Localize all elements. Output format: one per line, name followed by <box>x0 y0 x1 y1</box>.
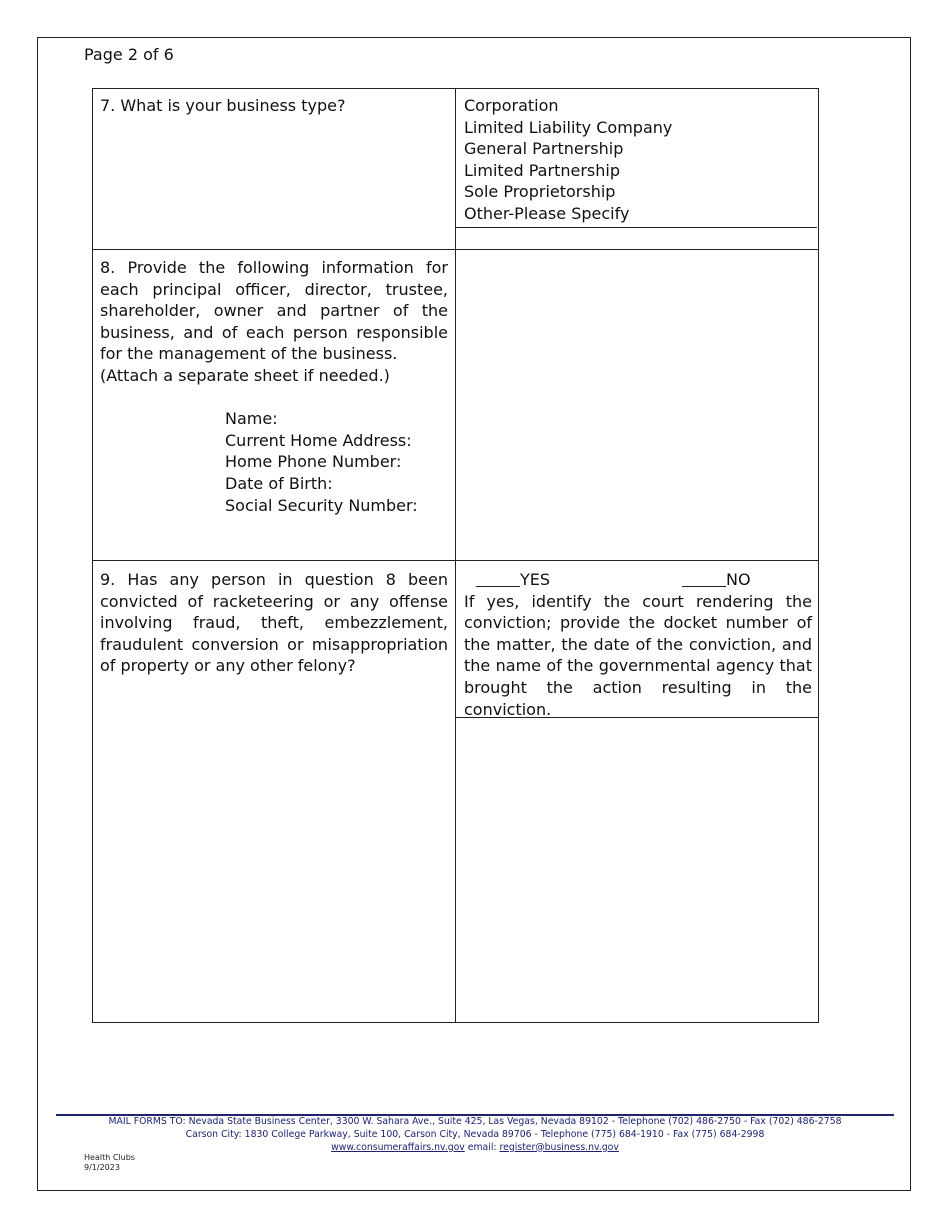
footer-mail-text: Nevada State Business Center, 3300 W. Sahara Ave., Suite 425, Las Vegas, Nevada 89102 - Telephone (702) 486-2750 - Fax (702) 486-2758 <box>188 1116 842 1127</box>
q7-options <box>464 95 814 225</box>
footer-carson-line <box>56 1129 894 1142</box>
footer-contact-line <box>56 1142 894 1155</box>
q8-question: 8. Provide the following information for each principal officer, director, trustee, shareholder, owner and partner of the business, and of each person responsible for the management of the business. <box>100 258 448 364</box>
footer-carson-label: Carson City: <box>185 1128 245 1140</box>
footer-mail-line <box>56 1116 894 1129</box>
row-divider-q7 <box>92 249 819 250</box>
footer-carson-text: 1830 College Parkway, Suite 100, Carson City, Nevada 89706 - Telephone (775) 684-1910 - Fax (775) 684-2998 <box>244 1128 765 1140</box>
form-date: 9/1/2023 <box>84 1163 120 1172</box>
q7-option-general-partnership[interactable]: General Partnership <box>464 139 624 159</box>
page-number: Page 2 of 6 <box>84 45 174 64</box>
form-name: Health Clubs <box>84 1153 135 1162</box>
q8-field-list <box>100 408 448 516</box>
q9-answer-area[interactable] <box>457 719 817 1021</box>
column-divider <box>455 88 456 1023</box>
q8-note: (Attach a separate sheet if needed.) <box>100 365 390 385</box>
website-link[interactable]: www.consumeraffairs.nv.gov <box>331 1141 465 1153</box>
q9-instructions: If yes, identify the court rendering the conviction; provide the docket number of the matter, the date of the conviction, and the name of the governmental agency that brought the action resulting in the conviction. <box>464 591 812 719</box>
q8-answer-area[interactable] <box>457 251 817 559</box>
q9-question: 9. Has any person in question 8 been convicted of racketeering or any offense involving fraud, theft, embezzlement, fraudulent conversion or misappropriation of property or any other felony? <box>100 570 448 676</box>
q8-field-phone: Home Phone Number: <box>225 452 402 472</box>
q9-no-blank[interactable] <box>682 570 726 587</box>
footer-mail-label: MAIL FORMS TO: <box>108 1116 189 1127</box>
q7-option-other[interactable]: Other-Please Specify <box>464 203 630 223</box>
q8-field-name: Name: <box>225 409 278 429</box>
q9-yes-label: YES <box>520 570 551 589</box>
q8-field-ssn: Social Security Number: <box>225 495 418 515</box>
q8-field-dob: Date of Birth: <box>225 473 333 493</box>
q9-response-block <box>464 569 812 720</box>
footer <box>56 1116 894 1154</box>
q9-yes-blank[interactable] <box>476 570 520 587</box>
q7-question: 7. What is your business type? <box>100 96 346 115</box>
q7-option-corporation[interactable]: Corporation <box>464 96 559 115</box>
q7-option-limited-partnership[interactable]: Limited Partnership <box>464 160 620 180</box>
row-divider-q8 <box>92 560 819 561</box>
q7-option-sole-proprietorship[interactable]: Sole Proprietorship <box>464 182 616 202</box>
q9-no-option[interactable] <box>682 569 751 591</box>
q9-no-label: NO <box>726 570 751 589</box>
email-link[interactable]: register@business.nv.gov <box>499 1141 619 1153</box>
q7-specify-field[interactable] <box>457 229 817 248</box>
form-meta <box>84 1153 135 1173</box>
footer-email-label: email: <box>464 1141 500 1153</box>
q8-field-address: Current Home Address: <box>225 430 412 450</box>
q7-specify-divider <box>455 227 817 228</box>
q9-yes-no-row <box>464 569 812 591</box>
q9-yes-option[interactable] <box>476 569 550 591</box>
q8-question-block <box>100 257 448 516</box>
q7-option-llc[interactable]: Limited Liability Company <box>464 117 673 137</box>
